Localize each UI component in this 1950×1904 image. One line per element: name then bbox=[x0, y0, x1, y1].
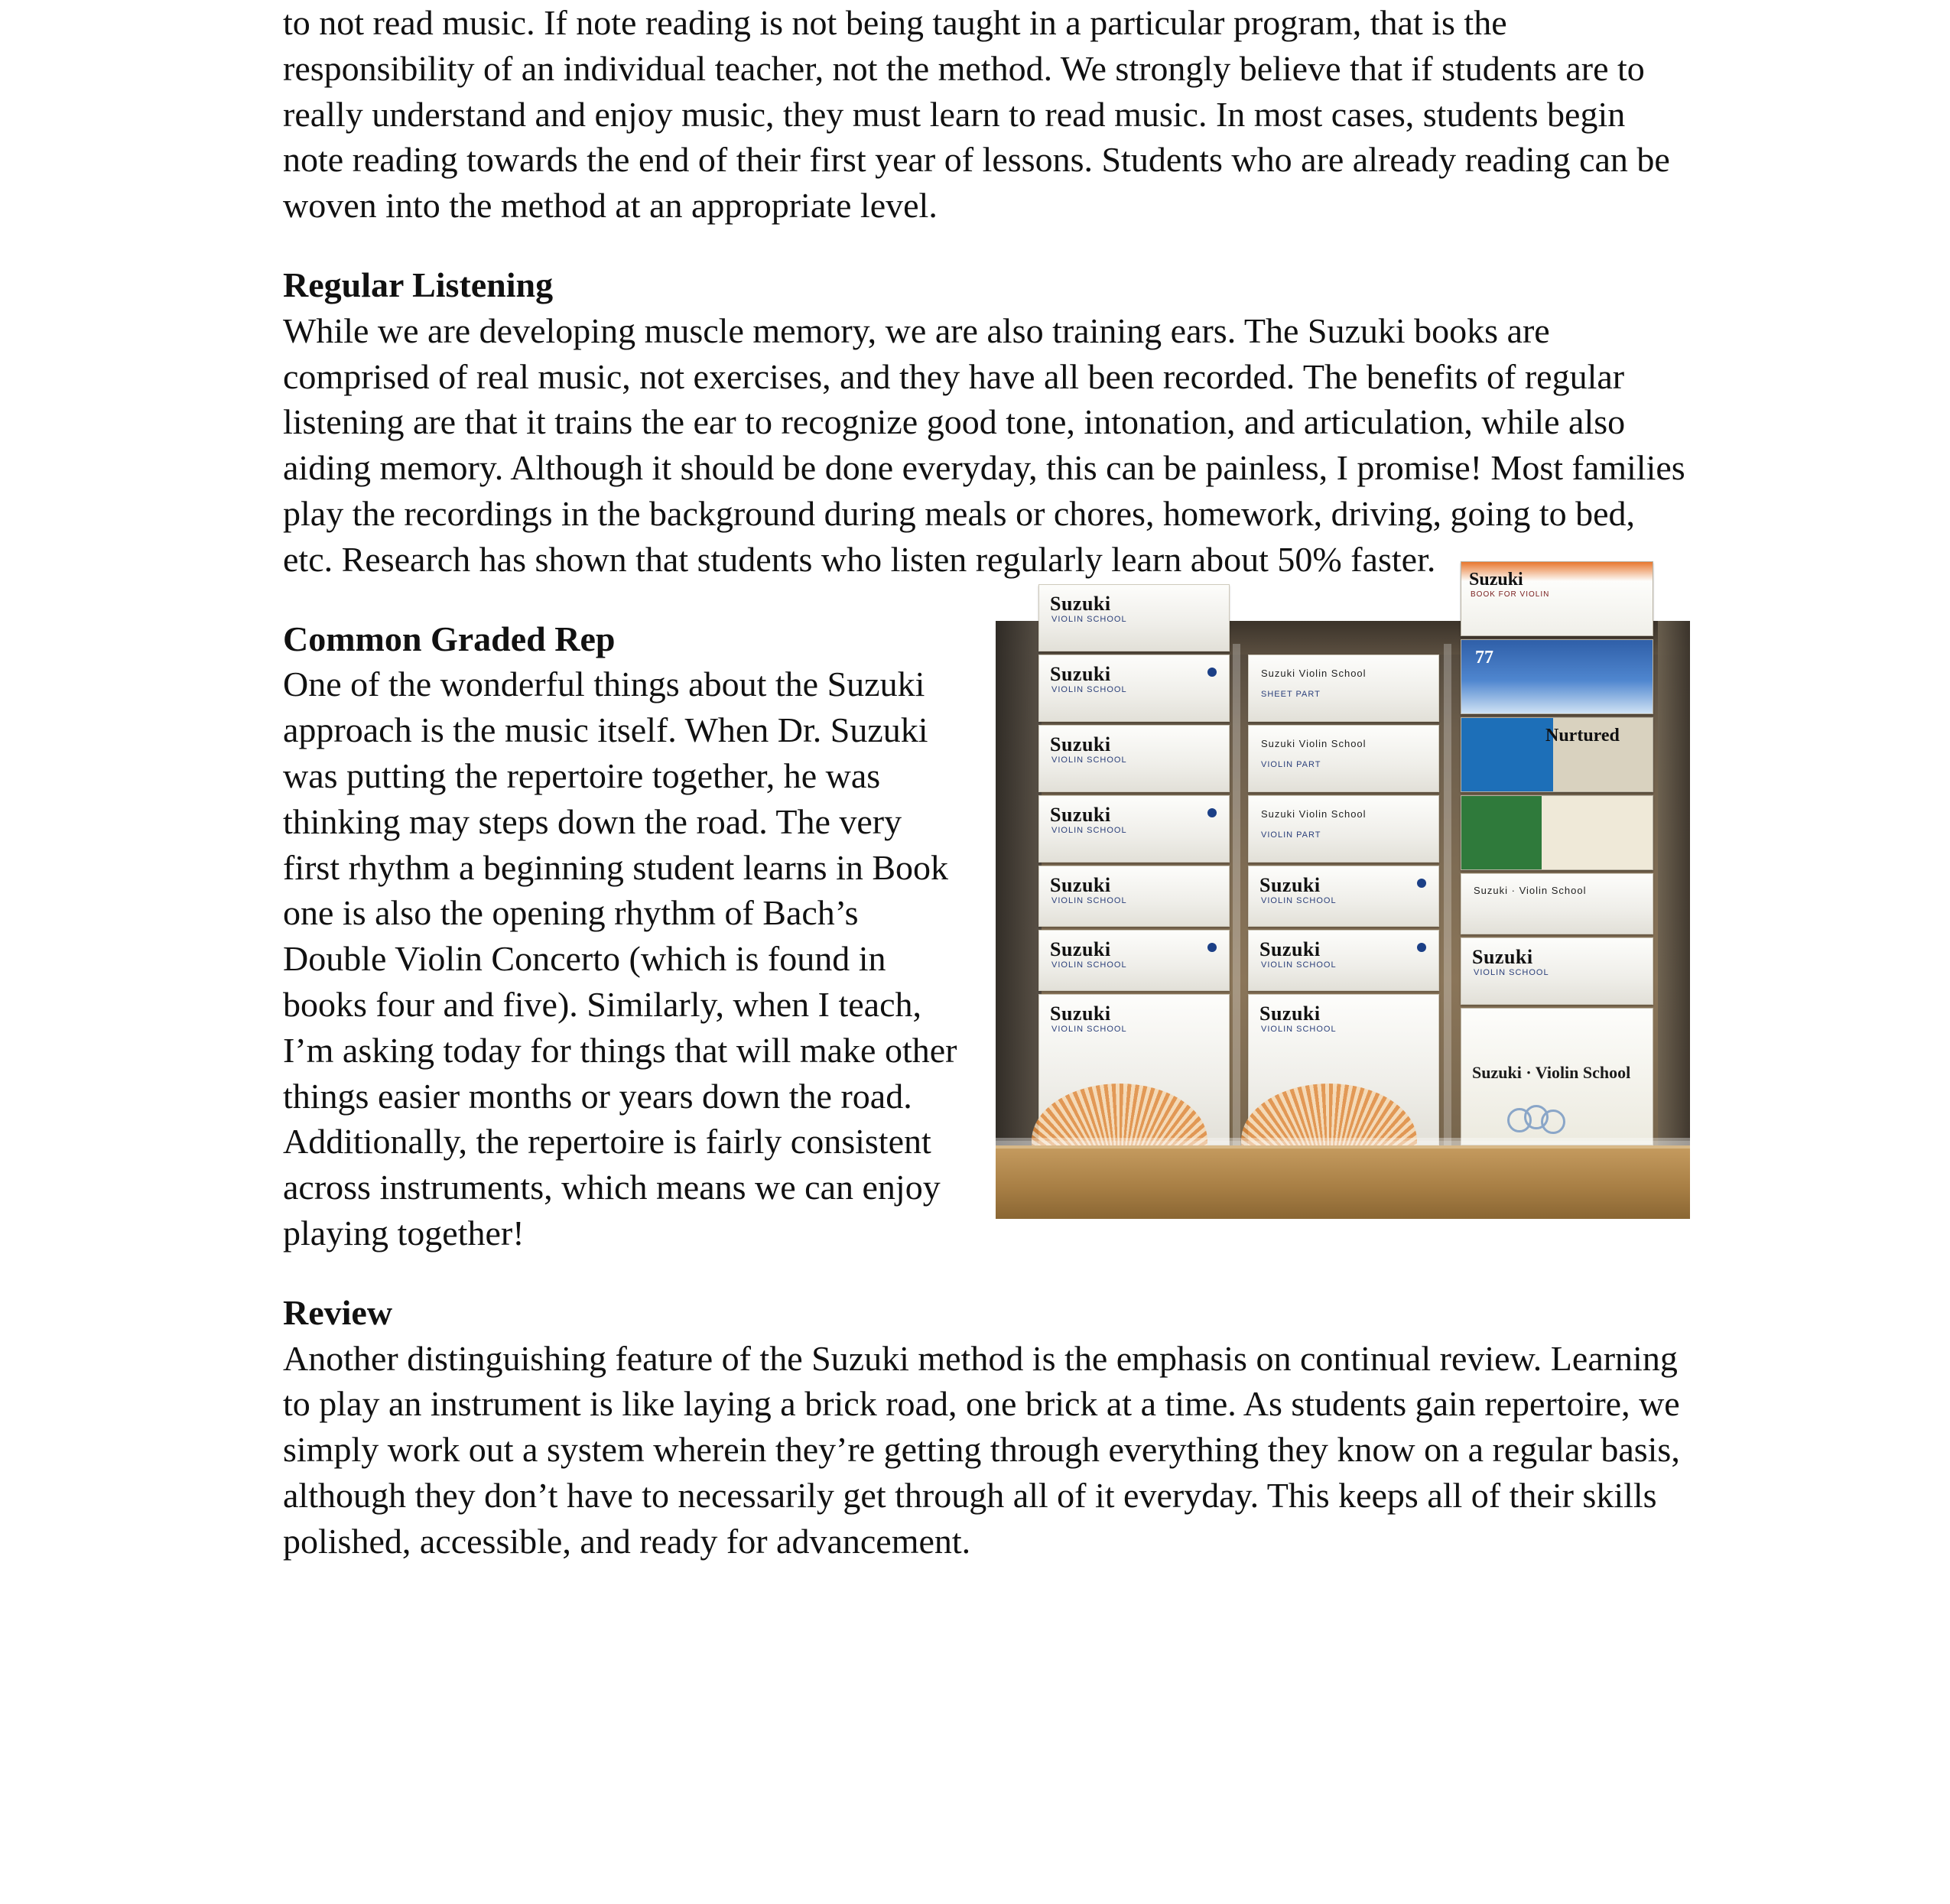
photo-book: Suzuki VIOLIN SCHOOL bbox=[1038, 795, 1230, 863]
photo-book: Suzuki Violin School SHEET PART bbox=[1248, 655, 1439, 722]
photo-book: Suzuki · Violin School bbox=[1461, 873, 1653, 934]
photo-book: Suzuki Violin School VIOLIN PART bbox=[1248, 725, 1439, 792]
photo-book: Suzuki VIOLIN SCHOOL bbox=[1248, 930, 1439, 991]
photo-book: Suzuki BOOK FOR VIOLIN bbox=[1461, 561, 1653, 636]
photo-shelf-front bbox=[996, 1145, 1690, 1219]
photo-book bbox=[1461, 795, 1653, 870]
paragraph-spacer bbox=[283, 1256, 1690, 1290]
photo-book: Suzuki Violin School VIOLIN PART bbox=[1248, 795, 1439, 863]
paragraph-common-graded-rep: One of the wonderful things about the Suzuki approach is the music itself. When Dr. Suzuki was putting the repertoire together, he was thinking may steps down the road. The very first rhythm a beginning student learns in Book one is also the opening rhythm of Bach’s Double Violin Concerto (which is found in books four and five). Similarly, when I teach, I’m asking today for things that will make other things easier months or years down the road. Additionally, the repertoire is fairly consistent across instruments, which means we can enjoy playing together! bbox=[283, 664, 957, 1253]
photo-book: Suzuki VIOLIN SCHOOL bbox=[1248, 866, 1439, 927]
photo-book: Suzuki VIOLIN SCHOOL bbox=[1038, 655, 1230, 722]
photo-book-column-middle bbox=[1248, 655, 1439, 1145]
photo-book: Suzuki · Violin School bbox=[1461, 1008, 1653, 1145]
photo-book: Suzuki VIOLIN SCHOOL bbox=[1038, 725, 1230, 792]
suzuki-books-shelf-photo bbox=[996, 569, 1690, 1219]
paragraph-review: Another distinguishing feature of the Suzuki method is the emphasis on continual review. Learning to play an instrument is like laying a brick road, one brick at a time. As students gain repertoire, we simply work out a system wherein they’re getting through everything they know on a regular basis, although they don’t have to necessarily get through all of it everyday. This keeps all of their skills polished, accessible, and ready for advancement. bbox=[283, 1338, 1680, 1561]
document-body bbox=[283, 0, 1690, 1564]
paragraph-spacer bbox=[283, 229, 1690, 262]
heading-common-graded-rep: Common Graded Rep bbox=[283, 619, 616, 658]
section-common-graded-rep bbox=[283, 569, 1690, 1256]
photo-right-wall bbox=[1658, 621, 1690, 1219]
photo-book: Suzuki VIOLIN SCHOOL bbox=[1248, 994, 1439, 1145]
photo-book: Suzuki VIOLIN SCHOOL bbox=[1038, 994, 1230, 1145]
paragraph-regular-listening: While we are developing muscle memory, we are also training ears. The Suzuki books are comprised of real music, not exercises, and they have all been recorded. The benefits of regular listening are that it trains the ear to recognize good tone, intonation, and articulation, while also aiding memory. Although it should be done everyday, this can be painless, I promise! Most families play the recordings in the background during meals or chores, homework, driving, going to bed, etc. Research has shown that students who listen regularly learn about 50% faster. bbox=[283, 310, 1685, 579]
photo-book: Suzuki VIOLIN SCHOOL bbox=[1038, 866, 1230, 927]
photo-book: Suzuki VIOLIN SCHOOL bbox=[1038, 930, 1230, 991]
photo-book: 77 bbox=[1461, 639, 1653, 714]
photo-book: Suzuki VIOLIN SCHOOL bbox=[1038, 584, 1230, 651]
heading-regular-listening: Regular Listening bbox=[283, 265, 554, 304]
paragraph-note-reading: to not read music. If note reading is not being taught in a particular program, that is the responsibility of an individual teacher, not the method. We strongly believe that if students are to really understand and enjoy music, they must learn to read music. In most cases, students begin note reading towards the end of their first year of lessons. Students who are already reading can be woven into the method at an appropriate level. bbox=[283, 3, 1670, 226]
photo-shelf-divider bbox=[1233, 644, 1240, 1145]
photo-book: Nurtured bbox=[1461, 717, 1653, 792]
photo-book: Suzuki VIOLIN SCHOOL bbox=[1461, 937, 1653, 1005]
heading-review: Review bbox=[283, 1292, 393, 1332]
photo-book-column-left bbox=[1038, 584, 1230, 1145]
photo-book-column-right bbox=[1461, 561, 1653, 1145]
photo-shelf-divider bbox=[1444, 644, 1451, 1145]
